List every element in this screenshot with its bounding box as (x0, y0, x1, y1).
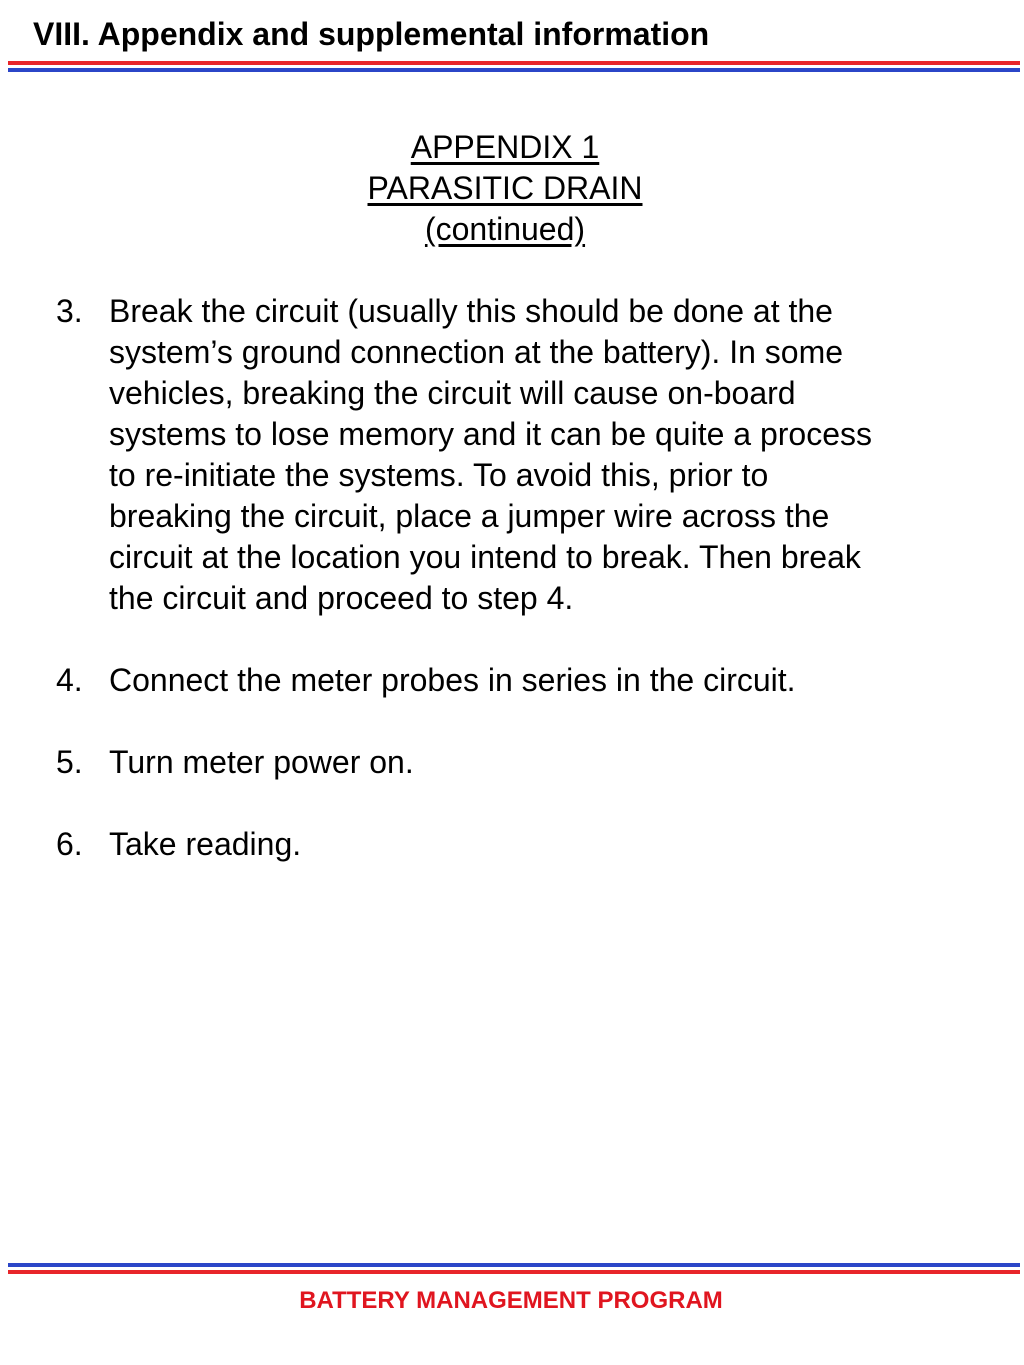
step-text: Take reading. (109, 826, 302, 862)
appendix-heading (0, 127, 1010, 250)
step-text: Connect the meter probes in series in the circuit. (109, 662, 796, 698)
step-number: 6. (56, 826, 83, 862)
step-number: 5. (56, 744, 83, 780)
appendix-heading-line-1: APPENDIX 1 (410, 129, 600, 165)
section-title: VIII. Appendix and supplemental information (33, 16, 710, 52)
appendix-heading-line-3: (continued) (424, 211, 586, 247)
footer-program-name: BATTERY MANAGEMENT PROGRAM (299, 1287, 723, 1314)
step-number: 3. (56, 293, 83, 329)
header-divider (8, 61, 1020, 72)
step-text: Turn meter power on. (109, 744, 414, 780)
step-number: 4. (56, 662, 83, 698)
step-item (56, 742, 956, 783)
steps-list (56, 291, 956, 906)
appendix-heading-line-2: PARASITIC DRAIN (367, 170, 643, 206)
footer-divider (8, 1263, 1020, 1274)
step-item (56, 291, 956, 619)
footer-divider-red (8, 1270, 1020, 1274)
step-item (56, 660, 956, 701)
header-divider-blue (8, 68, 1020, 72)
step-item (56, 824, 956, 865)
step-text: Break the circuit (usually this should be done at the system’s ground connection at the battery). In some vehicles, breaking the circuit will cause on-board systems to lose memory and it can be quite a process to re-initiate the systems. To avoid this, prior to breaking the circuit, place a jumper wire across the circuit at the location you intend to break. Then break the circuit and proceed to step 4. (109, 293, 873, 616)
